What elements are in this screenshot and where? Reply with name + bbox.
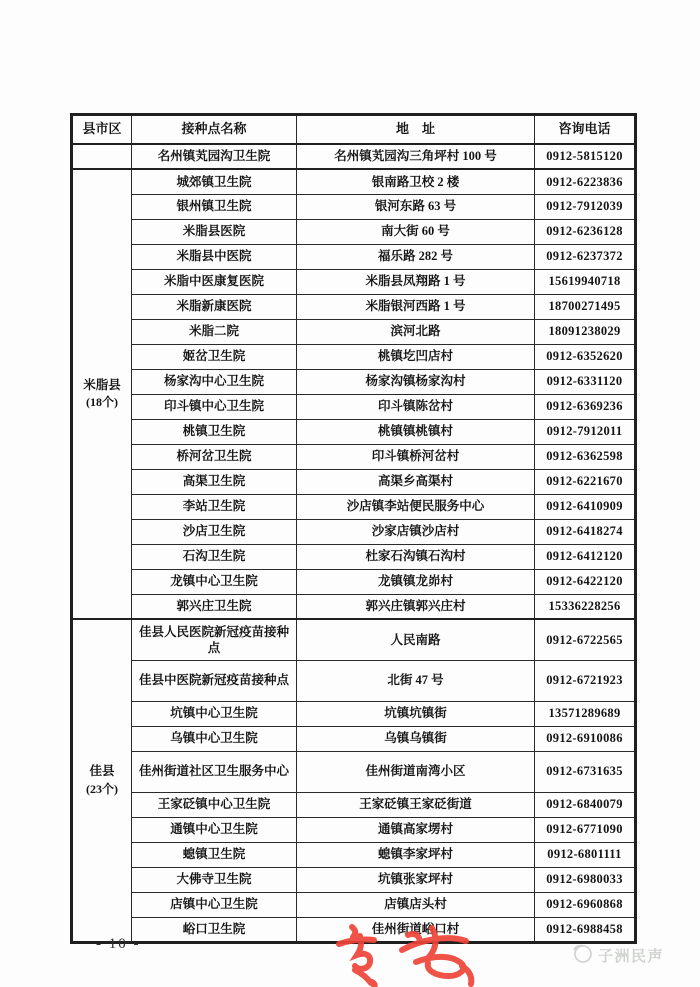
site-name-cell: 王家砭镇中心卫生院 [132, 792, 297, 817]
site-name-cell: 姬岔卫生院 [132, 344, 297, 369]
phone-cell: 0912-6422120 [535, 569, 636, 594]
address-cell: 桃镇圪凹店村 [297, 344, 535, 369]
address-cell: 坑镇坑镇街 [297, 701, 535, 726]
address-cell: 米脂银河西路 1 号 [297, 294, 535, 319]
region-cell-jiaxian [72, 619, 132, 942]
phone-cell: 0912-6731635 [535, 751, 636, 792]
table-row [72, 660, 636, 701]
site-name-cell: 印斗镇中心卫生院 [132, 394, 297, 419]
site-name-cell: 峪口卫生院 [132, 917, 297, 942]
address-cell: 通镇高家塄村 [297, 817, 535, 842]
address-cell: 沙家店镇沙店村 [297, 519, 535, 544]
table-header-row [72, 115, 636, 145]
gray-watermark [571, 942, 664, 969]
site-name-cell: 龙镇中心卫生院 [132, 569, 297, 594]
address-cell: 银河东路 63 号 [297, 194, 535, 219]
site-name-cell: 米脂县医院 [132, 219, 297, 244]
address-cell: 高渠乡高渠村 [297, 469, 535, 494]
site-name-cell: 佳州街道社区卫生服务中心 [132, 751, 297, 792]
header-site-name: 接种点名称 [132, 115, 297, 145]
table-row [72, 444, 636, 469]
phone-cell: 0912-5815120 [535, 144, 636, 169]
phone-cell: 0912-6910086 [535, 726, 636, 751]
phone-cell: 0912-6960868 [535, 892, 636, 917]
table-row [72, 394, 636, 419]
table-row [72, 867, 636, 892]
address-cell: 佳州街道南湾小区 [297, 751, 535, 792]
site-name-cell: 米脂新康医院 [132, 294, 297, 319]
site-name-cell: 通镇中心卫生院 [132, 817, 297, 842]
phone-cell: 18700271495 [535, 294, 636, 319]
address-cell: 沙店镇李站便民服务中心 [297, 494, 535, 519]
phone-cell: 0912-7912039 [535, 194, 636, 219]
site-name-cell: 店镇中心卫生院 [132, 892, 297, 917]
table-row [72, 144, 636, 169]
table-row [72, 419, 636, 444]
table-row [72, 792, 636, 817]
phone-cell: 0912-6237372 [535, 244, 636, 269]
address-cell: 乌镇乌镇街 [297, 726, 535, 751]
phone-cell: 0912-6410909 [535, 494, 636, 519]
table-row [72, 726, 636, 751]
phone-cell: 0912-6223836 [535, 169, 636, 194]
phone-cell: 0912-6980033 [535, 867, 636, 892]
site-name-cell: 李站卫生院 [132, 494, 297, 519]
site-name-cell: 佳县人民医院新冠疫苗接种点 [132, 619, 297, 660]
site-name-cell: 佳县中医院新冠疫苗接种点 [132, 660, 297, 701]
table-row [72, 544, 636, 569]
table-row [72, 569, 636, 594]
site-name-cell: 郭兴庄卫生院 [132, 594, 297, 619]
gray-watermark-text: 子洲民声 [598, 949, 665, 965]
site-name-cell: 沙店卫生院 [132, 519, 297, 544]
phone-cell: 13571289689 [535, 701, 636, 726]
site-name-cell: 城郊镇卫生院 [132, 169, 297, 194]
site-name-cell: 坑镇中心卫生院 [132, 701, 297, 726]
site-name-cell: 桃镇卫生院 [132, 419, 297, 444]
site-name-cell: 杨家沟中心卫生院 [132, 369, 297, 394]
address-cell: 银南路卫校 2 楼 [297, 169, 535, 194]
phone-cell: 0912-6722565 [535, 619, 636, 660]
header-address: 地 址 [297, 115, 535, 145]
phone-cell: 18091238029 [535, 319, 636, 344]
phone-cell: 0912-6331120 [535, 369, 636, 394]
zizhou-minsheng-logo-icon [571, 942, 593, 969]
table-row [72, 169, 636, 194]
table-row [72, 269, 636, 294]
phone-cell: 15619940718 [535, 269, 636, 294]
address-cell: 佳州街道峪口村 [297, 917, 535, 942]
table-row [72, 469, 636, 494]
site-name-cell: 螅镇卫生院 [132, 842, 297, 867]
address-cell: 福乐路 282 号 [297, 244, 535, 269]
phone-cell: 15336228256 [535, 594, 636, 619]
phone-cell: 0912-6988458 [535, 917, 636, 942]
site-name-cell: 高渠卫生院 [132, 469, 297, 494]
site-name-cell: 名州镇芄园沟卫生院 [132, 144, 297, 169]
phone-cell: 0912-6412120 [535, 544, 636, 569]
address-cell: 人民南路 [297, 619, 535, 660]
vaccination-sites-table [70, 113, 637, 944]
table-row [72, 219, 636, 244]
table-row [72, 619, 636, 660]
table-row [72, 701, 636, 726]
site-name-cell: 石沟卫生院 [132, 544, 297, 569]
table-row [72, 369, 636, 394]
address-cell: 坑镇张家坪村 [297, 867, 535, 892]
phone-cell: 0912-6418274 [535, 519, 636, 544]
address-cell: 郭兴庄镇郭兴庄村 [297, 594, 535, 619]
site-name-cell: 银州镇卫生院 [132, 194, 297, 219]
address-cell: 南大街 60 号 [297, 219, 535, 244]
address-cell: 螅镇李家坪村 [297, 842, 535, 867]
phone-cell: 0912-6771090 [535, 817, 636, 842]
red-calligraphy-signature-icon [328, 920, 488, 987]
phone-cell: 0912-6352620 [535, 344, 636, 369]
address-cell: 名州镇芄园沟三角坪村 100 号 [297, 144, 535, 169]
address-cell: 滨河北路 [297, 319, 535, 344]
region-name: 米脂县 [83, 378, 121, 393]
table-row [72, 594, 636, 619]
table-row [72, 319, 636, 344]
phone-cell: 0912-6369236 [535, 394, 636, 419]
table-row [72, 294, 636, 319]
table-row [72, 494, 636, 519]
region-count: (23个) [86, 781, 118, 796]
header-phone: 咨询电话 [535, 115, 636, 145]
address-cell: 店镇店头村 [297, 892, 535, 917]
table-row [72, 892, 636, 917]
site-name-cell: 米脂中医康复医院 [132, 269, 297, 294]
site-name-cell: 桥河岔卫生院 [132, 444, 297, 469]
phone-cell: 0912-6801111 [535, 842, 636, 867]
site-name-cell: 大佛寺卫生院 [132, 867, 297, 892]
address-cell: 米脂县凤翔路 1 号 [297, 269, 535, 294]
phone-cell: 0912-6221670 [535, 469, 636, 494]
phone-cell: 0912-6236128 [535, 219, 636, 244]
address-cell: 印斗镇陈岔村 [297, 394, 535, 419]
page-number: - 10 - [96, 936, 141, 952]
phone-cell: 0912-7912011 [535, 419, 636, 444]
region-cell-mizhi [72, 169, 132, 619]
address-cell: 北街 47 号 [297, 660, 535, 701]
address-cell: 杜家石沟镇石沟村 [297, 544, 535, 569]
table-row [72, 344, 636, 369]
region-cell [72, 144, 132, 169]
table-row [72, 519, 636, 544]
phone-cell: 0912-6721923 [535, 660, 636, 701]
site-name-cell: 乌镇中心卫生院 [132, 726, 297, 751]
table-row [72, 194, 636, 219]
phone-cell: 0912-6362598 [535, 444, 636, 469]
table-row [72, 842, 636, 867]
table-row [72, 751, 636, 792]
region-name: 佳县 [89, 764, 115, 779]
address-cell: 桃镇镇桃镇村 [297, 419, 535, 444]
phone-cell: 0912-6840079 [535, 792, 636, 817]
region-count: (18个) [86, 395, 118, 410]
address-cell: 龙镇镇龙峁村 [297, 569, 535, 594]
address-cell: 印斗镇桥河岔村 [297, 444, 535, 469]
site-name-cell: 米脂县中医院 [132, 244, 297, 269]
table-row [72, 817, 636, 842]
header-region: 县市区 [72, 115, 132, 145]
site-name-cell: 米脂二院 [132, 319, 297, 344]
address-cell: 王家砭镇王家砭街道 [297, 792, 535, 817]
address-cell: 杨家沟镇杨家沟村 [297, 369, 535, 394]
table-row [72, 244, 636, 269]
